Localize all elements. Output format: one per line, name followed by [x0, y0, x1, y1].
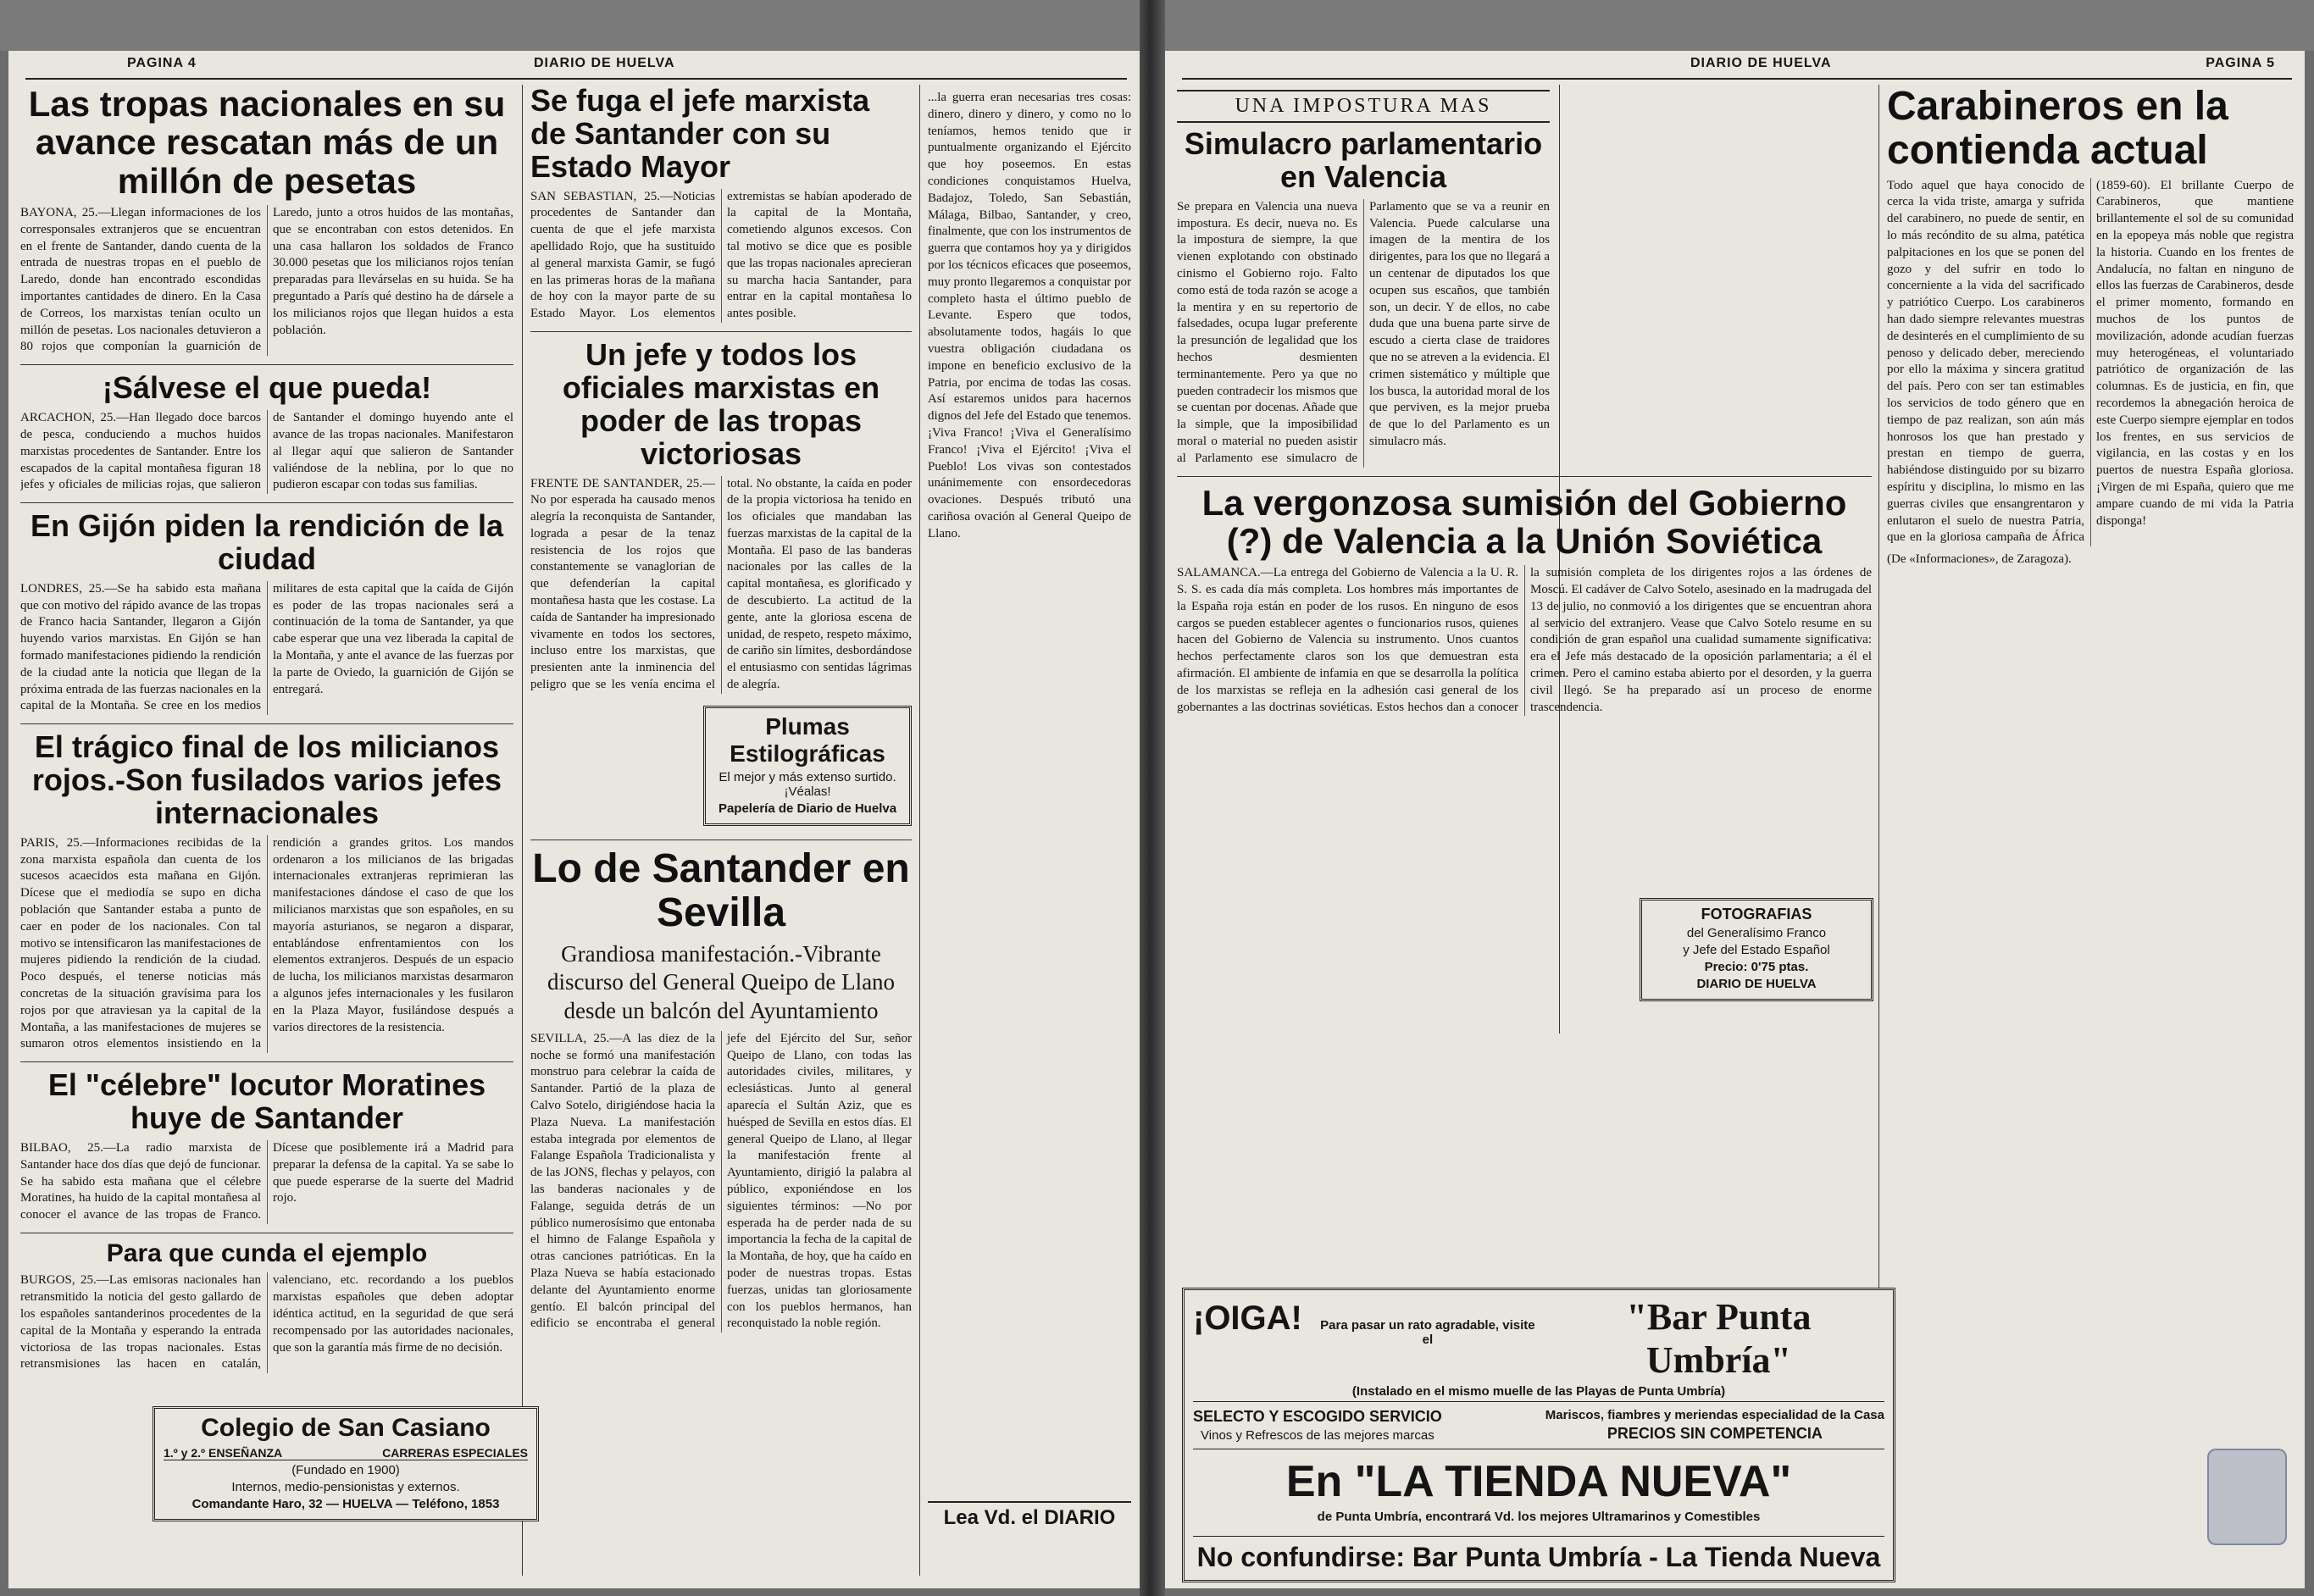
article-body: BAYONA, 25.—Llegan informaciones de los corresponsales extranjeros que se encuentran en el frente de Santander, dando cuenta de la entrada de nuestras tropas en el pueblo de Laredo, donde han encontrado escondidas importantes cantidades de dinero. En la Casa de Correos, los marxistas tenían oculto un millón de pesetas. Los nacionales detuvieron a 80 rojos que componían la guarnición de Laredo, junto a otros huidos de las montañas, que se encontraban con estos detenidos. En una casa hallaron los soldados de Franco 30.000 pesetas que los milicianos rojos tenían preparadas para llevárselas en su huida. Se ha preguntado a París qué destino ha de dársele a los milicianos rojos que llegan huidos a esta población.: [20, 206, 513, 354]
left-page: [8, 51, 1140, 1588]
ad-title: FOTOGRAFIAS: [1701, 906, 1812, 923]
kicker: UNA IMPOSTURA MAS: [1177, 90, 1550, 123]
headline: El trágico final de los milicianos rojos.-Son fusilados varios jefes internacionales: [31, 729, 502, 830]
ad-title: Plumas Estilográficas: [730, 712, 885, 767]
ad-line: DIARIO DE HUELVA: [1696, 977, 1817, 991]
ad-tienda: En "LA TIENDA NUEVA": [1285, 1457, 1792, 1506]
article-tragico-final: [20, 731, 513, 1053]
right-column-b: [1887, 85, 2294, 1576]
headline: Las tropas nacionales en su avance rescatan más de un millón de pesetas: [28, 85, 506, 201]
left-column-a: [20, 85, 513, 1576]
article-gijon: [20, 510, 513, 715]
left-column-b: [530, 85, 912, 1576]
left-column-c: [928, 85, 1131, 1474]
ad-title: ¡OIGA!: [1193, 1300, 1302, 1337]
article-body: Se prepara en Valencia una nueva impostura. Es decir, nueva no. Es la impostura de siempre, la que vienen explotando con obstinado cinismo el Gobierno rojo. Falto como está de toda razón se acoge a la mentira y en su repertorio de falsedades, ocupa lugar preferente la presunción de legalidad que los hechos desmienten terminantemente. Pero ya que no pueden contradecir los mismos que se cuentan por docenas. Añade que la simple, que la imposibilidad moral o material no pueden asistir al Parlamento ese simulacro de Parlamento que se va a reunir en Valencia. Puede calcularse una imagen de la mentira de los dirigentes, para los que no llegará a un centenar de diputados los que ocupen sus escaños, que también son, un decir. Y de ellos, no cabe duda que una buena parte sirve de escudo a cierta clase de traidores que no se atreven a la evidencia. El crimen sistemático y múltiple que los busca, la autoridad moral de los que perviven, es la mejor prueba de que lo del Parlamento es un simulacro más.: [1177, 199, 1550, 465]
article-body: SEVILLA, 25.—A las diez de la noche se formó una manifestación monstruo para celebrar la caída de Santander. Partió de la plaza de Calvo Sotelo, dirigiéndose hacia la Plaza Nueva. La manifestación estaba integrada por elementos de Falange Española Tradicionalista y de las JONS, flechas y pelayos, con las banderas nacionales y de Falange, seguida detrás de un público numerosísimo que entonaba el himno de Falange Española y otras canciones patrióticas. En la Plaza Nueva se había estacionado delante del Ayuntamiento enorme gentío. El balcón principal del edificio se encontraba el general jefe del Ejército del Sur, señor Queipo de Llano, con todas las autoridades civiles, militares, y eclesiásticas. Junto al general aparecía el Sultán Aziz, que es huésped de Sevilla en estos días. El general Queipo de Llano, al llegar la manifestación frente al Ayuntamiento, dirigió la palabra al público, exponiéndose en los siguientes términos: —No por esperada ha de perder nada de su importancia la fecha de la capital de la Montaña, de hoy, que ha caído en poder de nuestras tropas. Estas fuerzas, unidas tan gloriosamente con los pueblos hermanos, han reconquistado la noble región.: [530, 1031, 912, 1331]
headline: Carabineros en la contienda actual: [1887, 85, 2228, 173]
headline: El "célebre" locutor Moratines huye de Santander: [47, 1067, 486, 1136]
headline: La vergonzosa sumisión del Gobierno (?) de Valencia a la Unión Soviética: [1201, 482, 1847, 561]
page-gutter: [1140, 0, 1165, 1596]
headline: ¡Sálvese el que pueda!: [102, 370, 432, 406]
column-rule: [522, 85, 523, 1576]
article-body: LONDRES, 25.—Se ha sabido esta mañana que con motivo del rápido avance de las tropas de Franco hacia Santander, llegaron a Gijón huyendo varios marxistas. En Gijón se han formado manifestaciones pidiendo la rendición de la ciudad ante la noticia que llegan de la próxima entrada de las fuerzas nacionales en la capital de la Montaña. Se cree en los medios militares de esta capital que la caída de Gijón es poder de las tropas nacionales será a continuación de la toma de Santander, ya que cabe esperar que una vez liberada la capital de la Montaña, y ante el avance de las fuerzas por la parte de Oviedo, la guarnición de Gijón se entregará.: [20, 581, 513, 713]
article-salvese: [20, 372, 513, 494]
article-body: FRENTE DE SANTANDER, 25.—No por esperada ha causado menos alegría la reconquista de Santander, lograda a pesar de la tenaz resistencia de los rojos que constantemente se vanaglorian de que defenderían la capital montañesa hasta que les costase. La caída de Santander ha impresionado vivamente en todos los sectores, incluso entre los marxistas, que presienten ante la inminencia del peligro que se les venía encima el total. No obstante, la caída en poder de la propia victoriosa ha tenido en los oficiales que mandaban las fuerzas marxistas de la capital de la Montaña. El paso de las banderas nacionales por las calles de la capital montañesa, es glorificado y de descubierto. La actitud de la gente, ante la gloriosa escena de unidad, de respeto, respeto máximo, de cariño sin límites, desbordándose el entusiasmo con sentidas lágrimas de alegría.: [530, 476, 912, 692]
ad-pre: Para pasar un rato agradable, visite el: [1320, 1318, 1535, 1347]
ad-name: "Bar Punta Umbría": [1626, 1296, 1812, 1381]
left-folio: [25, 56, 1127, 80]
article-body: SALAMANCA.—La entrega del Gobierno de Valencia a la U. R. S. S. es cada día más completa. Los hombres más importantes de la España roja están en poder de los rusos. En ninguno de esos cargos se pueden establecer agentes o funcionarios rusos, quienes hacen del Gobierno de Valencia su instrumento. Unos cuantos hechos perfectamente claros son los que demuestran esta afirmación. El ambiente de infamia en que se desarrolla la política de los marxistas se refleja en la adhesión casi general de los gobernantes a las doctrinas soviéticas. Estos hechos dan a conocer la sumisión completa de los dirigentes rojos a las órdenes de Moscú. El cadáver de Calvo Sotelo, asesinado en la madrugada del 13 de julio, no conmovió a los dirigentes que se encuentran ahora al servicio del extranjero. Vease que Calvo Sotelo resume en su condición de gran español una cualidad sumamente significativa: era el Jefe más destacado de la oposición parlamentaria; a él el crimen. Pero el camino estaba abierto por el desorden, y la guerra civil llegó. Se ha preparado así un proceso de enorme trascendencia.: [1177, 566, 1872, 714]
column-rule: [919, 85, 920, 1576]
article-tropas: [20, 85, 513, 356]
ad-line: Papelería de Diario de Huelva: [718, 801, 897, 816]
ad-installed: (Instalado en el mismo muelle de las Playas de Punta Umbría): [1351, 1384, 1726, 1399]
article-carabineros: [1887, 85, 2294, 568]
headline: Un jefe y todos los oficiales marxistas en poder de las tropas victoriosas: [562, 337, 880, 471]
article-source: (De «Informaciones», de Zaragoza).: [1887, 552, 2072, 567]
article-sumision: [1177, 484, 1872, 717]
article-santander-sevilla: [530, 847, 912, 1333]
headline: Simulacro parlamentario en Valencia: [1184, 126, 1543, 194]
ad-line: SELECTO Y ESCOGIDO SERVICIO: [1193, 1408, 1442, 1425]
ad-title: Colegio de San Casiano: [201, 1414, 491, 1442]
ad-line: PRECIOS SIN COMPETENCIA: [1606, 1425, 1823, 1442]
subheadline: Grandiosa manifestación.-Vibrante discurso del General Queipo de Llano desde un balcón del Ayuntamiento: [547, 940, 896, 1024]
left-masthead: DIARIO DE HUELVA: [534, 56, 675, 70]
article-fuga: [530, 85, 912, 323]
ad-line: El mejor y más extenso surtido. ¡Véalas!: [719, 769, 896, 799]
article-body: ...la guerra eran necesarias tres cosas: dinero, dinero y dinero, y como no lo teníamos, hemos tenido que ir puntualmente organizando el Ejército que hoy poseemos. En estas condiciones conquistamos Huelva, Badajoz, Toledo, San Sebastián, Málaga, Bilbao, Santander, y creo, finalmente, que con los instrumentos de guerra que contamos hoy ya y dirigidos por los técnicos eficaces que poseemos, muy pronto llegaremos a conquistar por completo hasta el último pueblo de Levante. Espero que todos, absolutamente todos, hagáis lo que vuestra obligación ciudadana os impone en beneficio exclusivo de la Patria, por encima de todas las cosas. Así estaremos unidos para hacernos dignos del Jefe del Estado que tenemos. ¡Viva Franco! ¡Viva el Generalísimo Franco! ¡Viva el Ejército! ¡Viva el Pueblo! Los vivas son contestados unánimemente con ensordecedoras ovaciones. Después tributó una cariñosa ovación al General Queipo de Llano.: [928, 91, 1131, 540]
ad-line: Internos, medio-pensionistas y externos.: [231, 1480, 460, 1494]
left-page-number: PAGINA 4: [127, 56, 197, 70]
article-jefe-oficiales: [530, 339, 912, 694]
article-simulacro: [1177, 90, 1550, 468]
ad-bar-punta-umbria: [1182, 1288, 1895, 1582]
lea-diario: Lea Vd. el DIARIO: [928, 1501, 1131, 1530]
ad-left: 1.º y 2.º ENSEÑANZA: [164, 1446, 283, 1460]
right-page-number: PAGINA 5: [2206, 56, 2275, 70]
library-seal-icon: [2207, 1449, 2287, 1545]
ad-line: Vinos y Refrescos de las mejores marcas: [1201, 1428, 1434, 1443]
right-folio: [1182, 56, 2292, 80]
right-column-a: [1177, 85, 1872, 1034]
article-body: SAN SEBASTIAN, 25.—Noticias procedentes de Santander dan cuenta de que el jefe marxista apellidado Rojo, que ha sustituido al general marxista Gamir, se fugó en las primeras horas de la mañana de hoy con la mayor parte de su Estado Mayor. Los elementos extremistas se habían apoderado de la capital de la Montaña, cometiendo algunos excesos. Con tal motivo se dice que es posible que las tropas nacionales aprecieran su marcha hacia Santander, para entrar en la capital montañesa lo antes posible.: [530, 189, 912, 321]
article-body: BILBAO, 25.—La radio marxista de Santander hace dos días que dejó de funcionar. Se ha sabido esta mañana que el célebre Moratines, ha huido de la capital montañesa al conocer el avance de las tropas de Franco. Dícese que posiblemente irá a Madrid para preparar la defensa de la capital. Ya se sabe lo que puede esperarse de la suerte del Madrid rojo.: [20, 1140, 513, 1222]
headline: Lo de Santander en Sevilla: [532, 845, 910, 935]
ad-tienda-sub: de Punta Umbría, encontrará Vd. los mejores Ultramarinos y Comestibles: [1317, 1510, 1761, 1524]
right-page: [1165, 51, 2305, 1588]
headline: Se fuga el jefe marxista de Santander con su Estado Mayor: [530, 85, 870, 184]
article-body: ARCACHON, 25.—Han llegado doce barcos de pesca, conduciendo a muchos huidos marxistas procedentes de Santander. Entre los escapados de la capital montañesa figuran 18 jefes y oficiales de milicias rojas, que salieron de Santander el domingo huyendo ante el avance de las tropas nacionales. Manifestaron al llegar aquí que salieron de Santander valiéndose de la neblina, por lo que no pudieron escapar con todas sus familias.: [20, 411, 513, 492]
ad-colegio: [153, 1406, 539, 1521]
ad-founded: (Fundado en 1900): [291, 1463, 400, 1477]
ad-right: CARRERAS ESPECIALES: [382, 1446, 528, 1460]
ad-fotografias: [1640, 898, 1873, 1001]
article-body: PARIS, 25.—Informaciones recibidas de la zona marxista española dan cuenta de los sucesos acaecidos esta mañana en Gijón. Dícese que el mediodía se supo en dicha población que Santander estaba a punto de caer en poder de los nacionales. Con tal motivo se intensificaron las manifestaciones de mujeres pidiendo la rendición de la ciudad. Poco después, el tenerse noticias más concretas de la situación gravísima para los rojos por que atraviesan ya la capital de la Montaña, a las manifestaciones de mujeres se sumaron otros elementos insistiendo en la rendición a grandes gritos. Los mandos ordenaron a los milicianos de las brigadas internacionales extranjeras reprimieran las manifestaciones dándose el caso de que los milicianos marxistas que son españoles, en su mayoría asturianos, se negaron a disparar, entablándose enfrentamientos con los elementos extranjeros. Después de un espacio de lucha, los milicianos marxistas desarmaron a algunos jefes internacionales y les fusilaron en la Plaza Mayor, fusilándose después a varios directores de la resistencia.: [20, 835, 513, 1051]
article-moratines: [20, 1069, 513, 1224]
headline: En Gijón piden la rendición de la ciudad: [30, 508, 504, 576]
ad-plumas: [703, 706, 912, 826]
article-ejemplo: [20, 1240, 513, 1373]
right-masthead: DIARIO DE HUELVA: [1690, 56, 1832, 70]
article-body: BURGOS, 25.—Las emisoras nacionales han retransmitido la noticia del gesto gallardo de los españoles santanderinos procedentes de la capital de la Montaña y esperando la entrada victoriosa de las tropas nacionales. Estas retransmisiones las hacen en catalán, valenciano, etc. recordando a los pueblos marxistas españoles que deben adoptar idéntica actitud, en la seguridad de que será recompensado por las autoridades nacionales, que son la garantía más firme de no decisión.: [20, 1273, 513, 1372]
ad-line: Mariscos, fiambres y meriendas especialidad de la Casa: [1545, 1408, 1884, 1422]
ad-price: Precio: 0'75 ptas.: [1704, 960, 1809, 974]
article-body: Todo aquel que haya conocido de cerca la vida triste, amarga y sufrida del carabinero, no puede de sentir, en lo más recóndito de su alma, patética palpitaciones en los que se ponen del gozo y del sufrir en todo lo concerniente a la vida del sacrificado y patriótico Cuerpo. Los carabineros han dado siempre relevantes muestras de desinterés en el cumplimiento de su penoso y delicado deber, mereciendo por ello la máxima y sincera gratitud del país. Pero con ser tan estimables los servicios de todo género que en tiempo de paz realizan, son aún más honrosos los que han prestado y prestan en tiempo de guerra, habiéndose distinguido por su bizarro espíritu y disciplina, lo mismo en las guerras civiles que ensangrentaron y enlutaron el suelo de nuestra Patria, que en la gloriosa campaña de África (1859-60). El brillante Cuerpo de Carabineros, que mantiene brillantemente el sol de su comunidad en la epopeya más noble que registra la historia. Cuando en los frentes de Andalucía, no faltan en ninguno de ellos las fuerzas de Carabineros, desde el primer momento, formando en muchos de los puntos de movilización, adonde acudían fuerzas muy heterogéneas, el voluntariado patriótico de organización de las columnas. Es de justicia, en fin, que recordemos la abnegación heroica de este Cuerpo siempre ejemplar en todos los frentes, en sus servicios de vigilancia, en las costas y en los puertos de nuestra España gloriosa. ¡Virgen de mi España, quiero que me ampare cuando de mi vida la Patria disponga!: [1887, 178, 2294, 545]
ad-address: Comandante Haro, 32 — HUELVA — Teléfono, 1853: [191, 1497, 500, 1511]
ad-line: del Generalísimo Franco: [1686, 926, 1827, 940]
ad-line: y Jefe del Estado Español: [1683, 943, 1830, 957]
headline: Para que cunda el ejemplo: [106, 1239, 428, 1267]
ad-footer: No confundirse: Bar Punta Umbría - La Tienda Nueva: [1193, 1536, 1884, 1573]
